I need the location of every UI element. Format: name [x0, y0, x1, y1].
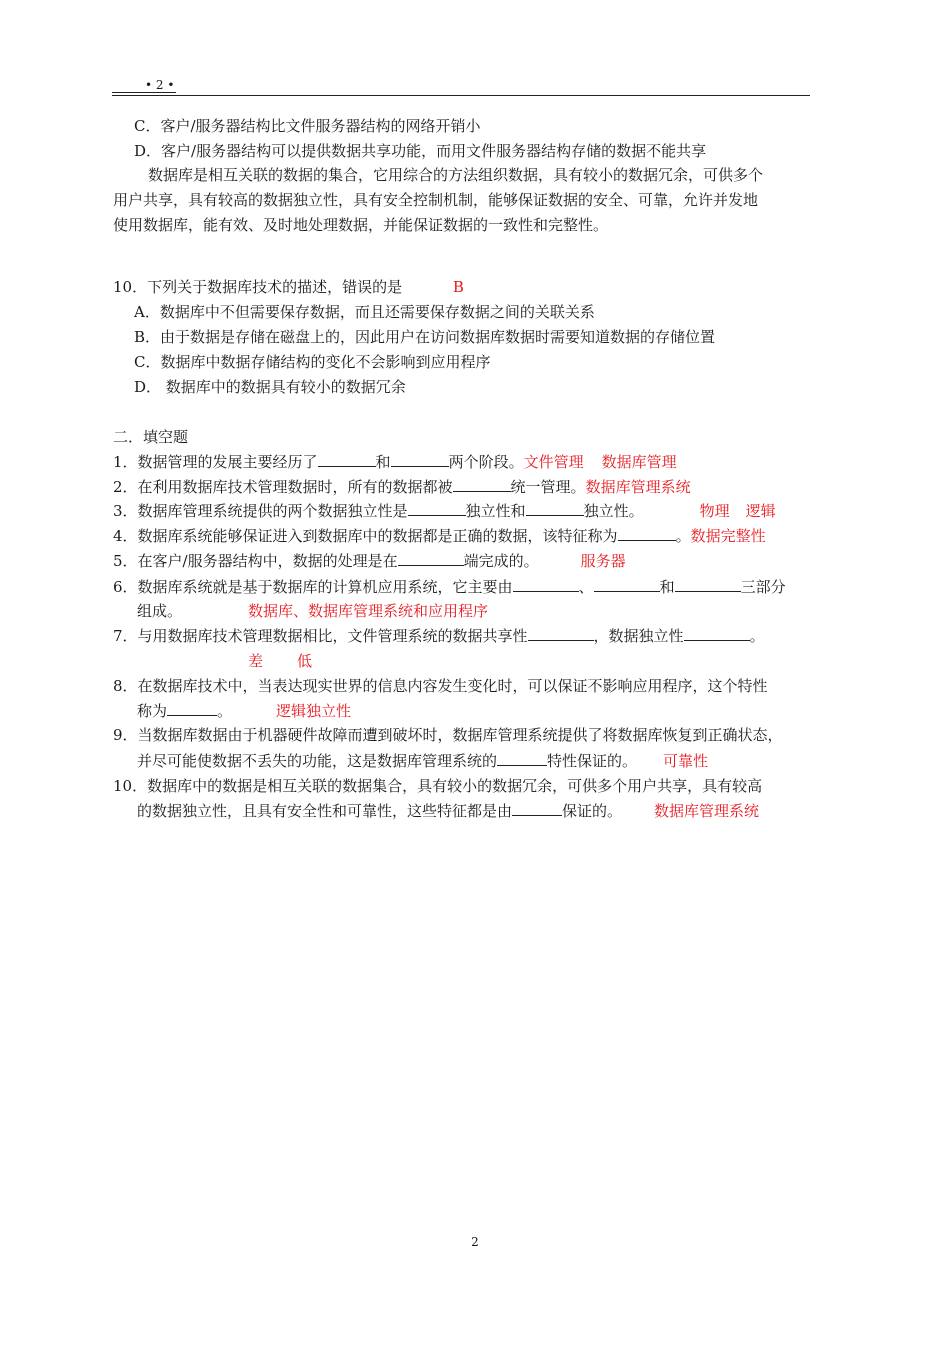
fill-question-2	[113, 477, 691, 497]
answer-text: 逻辑	[745, 502, 776, 520]
question-text: 3．数据库管理系统提供的两个数据独立性是	[113, 502, 408, 520]
fill-question-8	[113, 676, 768, 696]
question-text: 并尽可能使数据不丢失的功能，这是数据库管理系统的	[137, 752, 498, 770]
question-text: 7．与用数据库技术管理数据相比，文件管理系统的数据共享性	[113, 627, 528, 645]
answer-text: 数据完整性	[690, 527, 766, 545]
answer-text: 数据库管理系统	[585, 478, 691, 496]
question-text: ，数据独立性	[593, 627, 684, 645]
question-text: 4．数据库系统能够保证进入到数据库中的数据都是正确的数据，该特征称为	[113, 527, 618, 545]
answer-blank	[512, 801, 562, 816]
question-stem	[113, 277, 464, 297]
answer-text: 服务器	[580, 552, 626, 570]
answer-mark: B	[452, 278, 464, 296]
question-text: 1．数据管理的发展主要经历了	[113, 453, 318, 471]
fill-question-5	[113, 551, 626, 571]
fill-question-7	[113, 626, 765, 646]
question-text: 和	[375, 453, 391, 471]
question-text: 特性保证的。	[547, 752, 638, 770]
fill-question-9	[113, 725, 783, 745]
answer-text: 低	[297, 652, 313, 670]
fill-question-4	[113, 526, 766, 546]
answer-text: 物理	[699, 502, 730, 520]
answer-blank	[391, 452, 449, 467]
answer-blank	[408, 501, 466, 516]
question-text: 的数据独立性，且具有安全性和可靠性，这些特征都是由	[137, 802, 513, 820]
answer-text: 可靠性	[663, 752, 709, 770]
question-text: 和	[659, 578, 675, 596]
question-text: 组成。	[137, 602, 183, 620]
answer-blank	[526, 501, 584, 516]
question-text: 。	[749, 627, 765, 645]
fill-question-7-answers	[248, 651, 312, 671]
answer-text: 文件管理	[523, 453, 584, 471]
fill-question-9-cont	[137, 751, 708, 771]
option-a: A．数据库中不但需要保存数据，而且还需要保存数据之间的关联关系	[134, 303, 595, 321]
question-text: 两个阶段。	[448, 453, 524, 471]
answer-blank	[453, 477, 511, 492]
question-stem-text: 10．下列关于数据库技术的描述，错误的是	[113, 278, 403, 296]
fill-question-6	[113, 577, 786, 597]
question-text: 独立性和	[465, 502, 526, 520]
header-rule	[112, 95, 810, 96]
header-page-mark: • 2 •	[145, 78, 175, 92]
question-text: 8．在数据库技术中，当表达现实世界的信息内容发生变化时，可以保证不影响应用程序，这个特性	[113, 677, 768, 695]
question-text: 独立性。	[583, 502, 644, 520]
answer-text: 数据库管理系统	[654, 802, 760, 820]
question-text: 保证的。	[562, 802, 623, 820]
section-title: 二．填空题	[113, 428, 189, 446]
fill-question-10	[113, 776, 762, 796]
fill-question-10-cont	[137, 801, 759, 821]
answer-blank	[318, 452, 376, 467]
fill-question-6-cont	[137, 601, 488, 621]
question-text: 统一管理。	[510, 478, 586, 496]
answer-blank	[618, 526, 676, 541]
option-d: D．客户/服务器结构可以提供数据共享功能，而用文件服务器结构存储的数据不能共享	[134, 142, 707, 160]
answer-text: 逻辑独立性	[276, 702, 352, 720]
answer-blank	[167, 701, 217, 716]
question-text: 9．当数据库数据由于机器硬件故障而遭到破坏时，数据库管理系统提供了将数据库恢复到正确状态，	[113, 726, 783, 744]
answer-text: 数据库、数据库管理系统和应用程序	[248, 602, 489, 620]
fill-question-1	[113, 452, 677, 472]
header-short-rule	[112, 92, 176, 93]
fill-question-8-cont	[137, 701, 351, 721]
answer-blank	[513, 577, 579, 592]
page-number: 2	[471, 1235, 479, 1249]
answer-blank	[398, 551, 464, 566]
answer-blank	[594, 577, 660, 592]
answer-blank	[497, 751, 547, 766]
question-text: 。	[675, 527, 691, 545]
question-text: 。	[217, 702, 233, 720]
answer-blank	[528, 626, 594, 641]
question-text: 三部分	[740, 578, 786, 596]
answer-blank	[675, 577, 741, 592]
option-d: D． 数据库中的数据具有较小的数据冗余	[134, 378, 406, 396]
question-text: 10．数据库中的数据是相互关联的数据集合，具有较小的数据冗余，可供多个用户共享，具有较高	[113, 777, 763, 795]
question-text: 5．在客户/服务器结构中，数据的处理是在	[113, 552, 398, 570]
fill-question-3	[113, 501, 776, 521]
question-text: 2．在利用数据库技术管理数据时，所有的数据都被	[113, 478, 453, 496]
question-text: 6．数据库系统就是基于数据库的计算机应用系统，它主要由	[113, 578, 513, 596]
option-c: C．客户/服务器结构比文件服务器结构的网络开销小	[134, 117, 481, 135]
option-c: C．数据库中数据存储结构的变化不会影响到应用程序	[134, 353, 491, 371]
answer-blank	[684, 626, 750, 641]
explanation-line: 使用数据库，能有效、及时地处理数据，并能保证数据的一致性和完整性。	[113, 216, 609, 234]
question-text: 、	[578, 578, 594, 596]
answer-text: 数据库管理	[601, 453, 677, 471]
answer-text: 差	[248, 652, 264, 670]
explanation-line: 数据库是相互关联的数据的集合，它用综合的方法组织数据，具有较小的数据冗余，可供多个	[148, 166, 764, 184]
option-b: B．由于数据是存储在磁盘上的，因此用户在访问数据库数据时需要知道数据的存储位置	[134, 328, 716, 346]
question-text: 称为	[137, 702, 168, 720]
explanation-line: 用户共享，具有较高的数据独立性，具有安全控制机制，能够保证数据的安全、可靠，允许并发地	[113, 191, 759, 209]
question-text: 端完成的。	[463, 552, 539, 570]
